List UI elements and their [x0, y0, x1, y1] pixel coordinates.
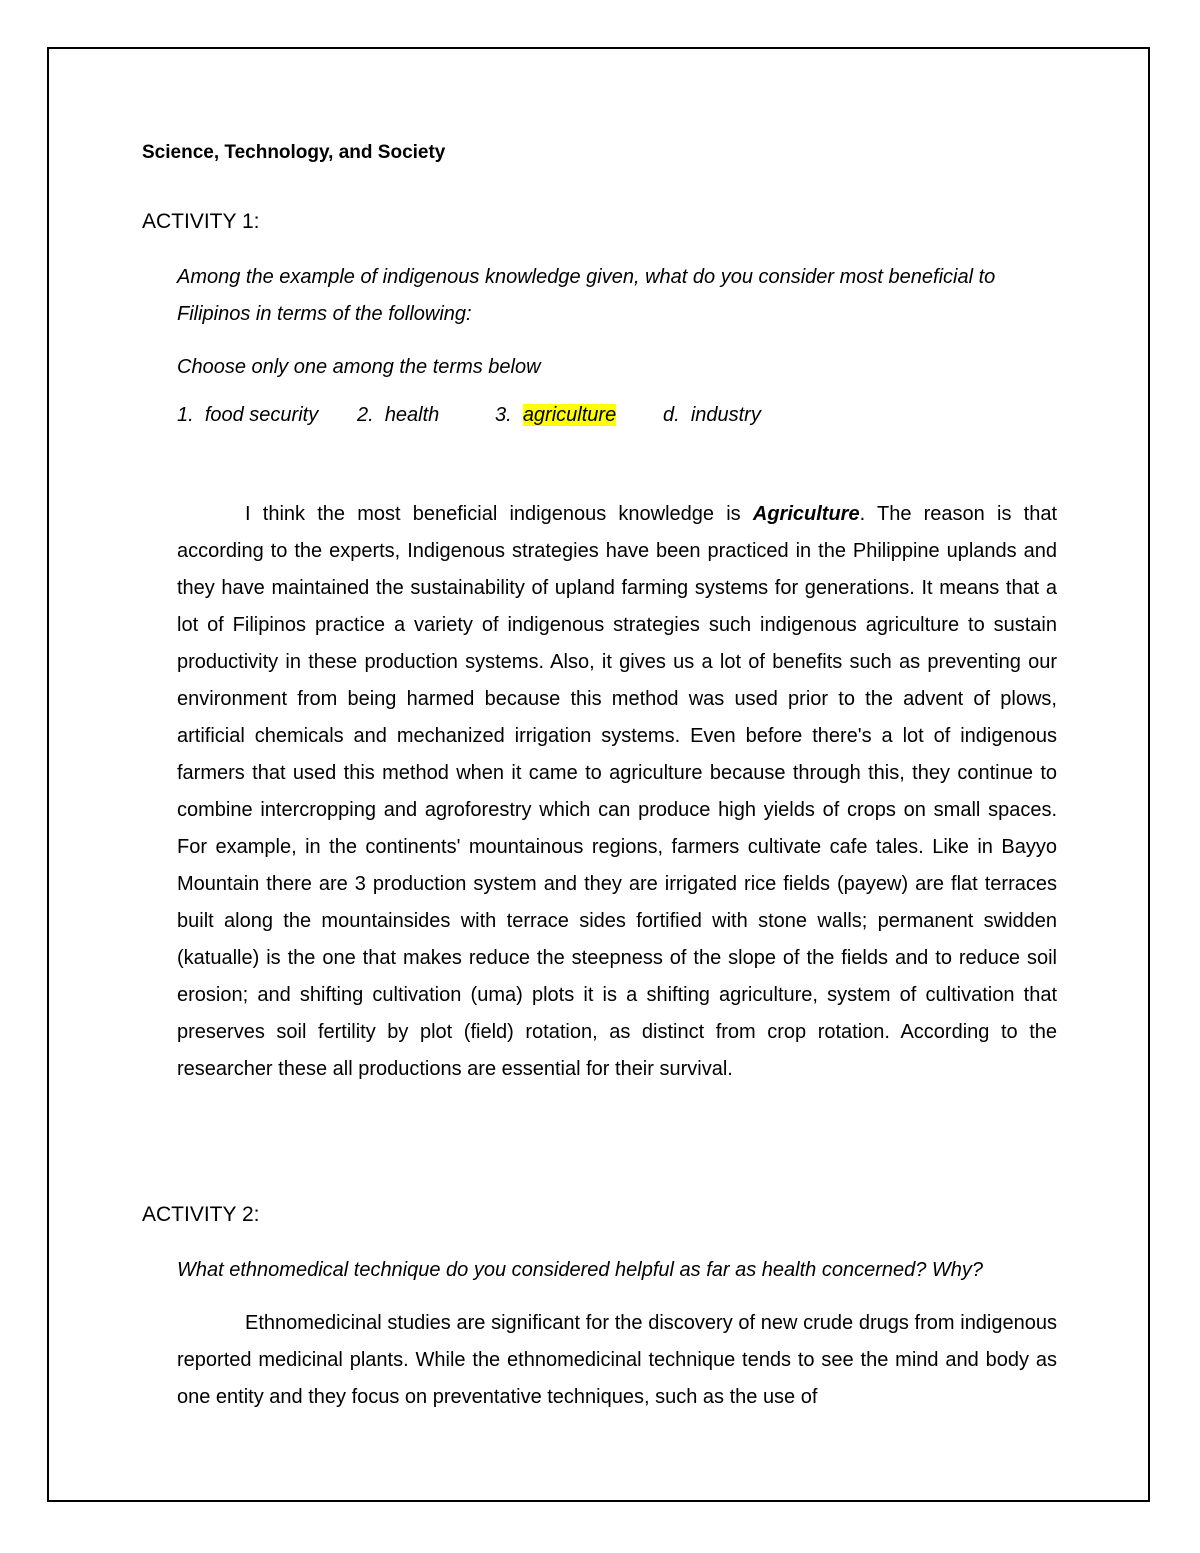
answer-intro: I think the most beneficial indigenous knowledge is — [245, 503, 753, 525]
choice-label: health — [384, 404, 440, 426]
activity-1-question: Among the example of indigenous knowledge given, what do you consider most beneficial to Filipinos in terms of the following: — [177, 266, 996, 325]
choice-label: industry — [690, 404, 761, 426]
choice-item — [663, 404, 761, 427]
activity-2-answer: Ethnomedicinal studies are significant for the discovery of new crude drugs from indigenous reported medicinal plants. While the ethnomedicinal technique tends to see the mind and body as one entity and they focus on preventative techniques, such as the use of — [177, 1312, 1057, 1408]
answer-emphasis: Agriculture — [752, 503, 860, 525]
choice-number: 1. — [177, 404, 194, 426]
choice-item — [177, 404, 357, 427]
choice-label: food security — [204, 404, 319, 426]
choice-number: d. — [663, 404, 680, 426]
choice-label-highlighted: agriculture — [522, 404, 617, 426]
activity-1-answer — [177, 496, 1057, 1088]
choice-item-selected — [495, 404, 663, 427]
activity-1-instruction: Choose only one among the terms below — [177, 356, 541, 378]
activity-2-question: What ethnomedical technique do you considered helpful as far as health concerned? Why? — [177, 1259, 984, 1281]
choice-number: 3. — [495, 404, 512, 426]
answer-rest: . The reason is that according to the experts, Indigenous strategies have been practiced in the Philippine uplands and they have maintained the sustainability of upland farming systems for generations. It means that a lot of Filipinos practice a variety of indigenous strategies such indigenous agriculture to sustain productivity in these production systems. Also, it gives us a lot of benefits such as preventing our environment from being harmed because this method was used prior to the advent of plows, artificial chemicals and mechanized irrigation systems. Even before there's a lot of indigenous farmers that used this method when it came to agriculture because through this, they continue to combine intercropping and agroforestry which can produce high yields of crops on small spaces. For example, in the continents' mountainous regions, farmers cultivate cafe tales. Like in Bayyo Mountain there are 3 production system and they are irrigated rice fields (payew) are flat terraces built along the mountainsides with terrace sides fortified with stone walls; permanent swidden (katualle) is the one that makes reduce the steepness of the slope of the fields and to reduce soil erosion; and shifting cultivation (uma) plots it is a shifting agriculture, system of cultivation that preserves soil fertility by plot (field) rotation, as distinct from crop rotation. According to the researcher these all productions are essential for their survival. — [177, 503, 1058, 1080]
choice-item — [357, 404, 495, 427]
choice-list — [177, 404, 761, 427]
activity-1-heading: ACTIVITY 1: — [142, 210, 260, 233]
activity-2-heading: ACTIVITY 2: — [142, 1203, 260, 1226]
choice-number: 2. — [357, 404, 374, 426]
document-title: Science, Technology, and Society — [142, 142, 446, 163]
